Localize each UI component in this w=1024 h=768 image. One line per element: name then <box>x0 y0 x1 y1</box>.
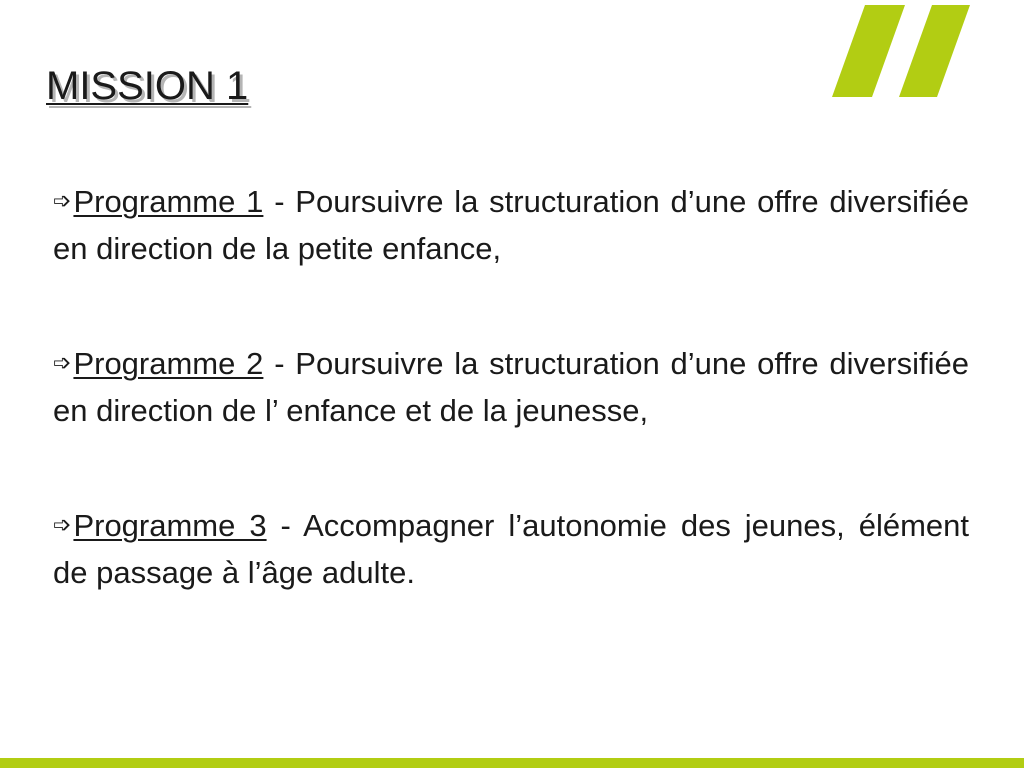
program-item-2 <box>53 340 969 434</box>
hollow-arrow-icon: ➩ <box>53 351 72 376</box>
hollow-arrow-icon: ➩ <box>53 189 72 214</box>
program-list <box>53 178 969 596</box>
slide-title: MISSION 1 <box>46 64 249 108</box>
program-item-1 <box>53 178 969 272</box>
program-label: Programme 2 <box>73 346 264 381</box>
hollow-arrow-icon: ➩ <box>53 513 72 538</box>
program-description: - Poursuivre la structuration d’une offre diversifiée en direction de l’ enfance et de la jeunesse, <box>53 346 969 428</box>
program-description: - Poursuivre la structuration d’une offre diversifiée en direction de la petite enfance, <box>53 184 969 266</box>
program-item-3 <box>53 502 969 596</box>
slash-logo-icon <box>830 0 980 100</box>
program-description: - Accompagner l’autonomie des jeunes, élément de passage à l’âge adulte. <box>53 508 969 590</box>
program-label: Programme 3 <box>73 508 267 543</box>
footer-accent-bar <box>0 758 1024 768</box>
program-label: Programme 1 <box>73 184 264 219</box>
